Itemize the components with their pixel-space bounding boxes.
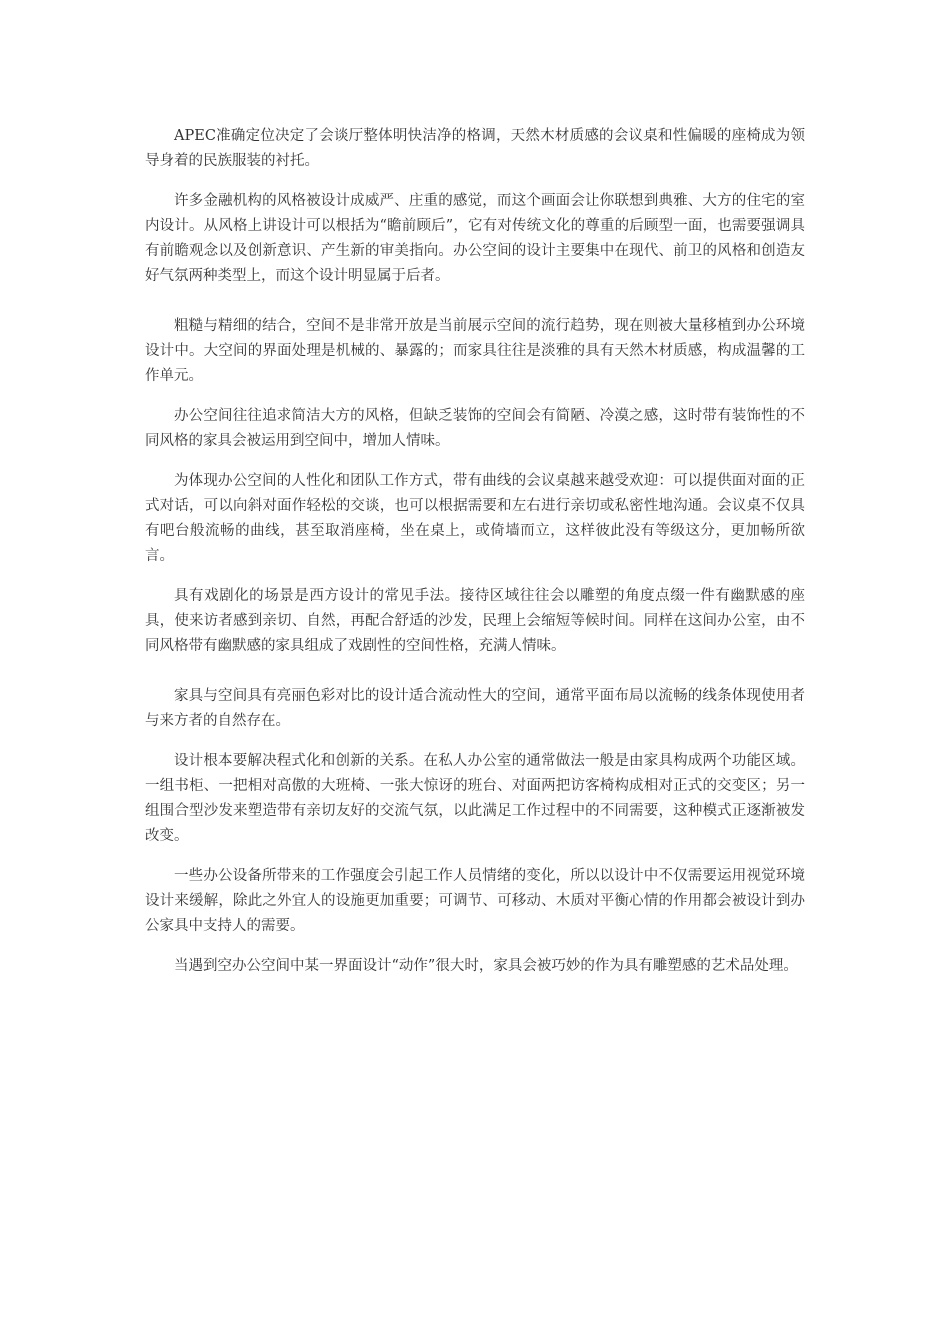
paragraph-3: 粗糙与精细的结合，空间不是非常开放是当前展示空间的流行趋势，现在则被大量移植到办公环境设计中。大空间的界面处理是机械的、暴露的；而家具往往是淡雅的具有天然木材质感，构成温馨的工作单元。: [145, 318, 805, 384]
paragraph-4: 办公空间往往追求简洁大方的风格，但缺乏装饰的空间会有简陋、冷漠之感，这时带有装饰性的不同风格的家具会被运用到空间中，增加人情味。: [145, 408, 805, 449]
paragraph-6: 具有戏剧化的场景是西方设计的常见手法。接待区域往往会以雕塑的角度点缀一件有幽默感的座具，使来访者感到亲切、自然，再配合舒适的沙发，民理上会缩短等候时间。同样在这间办公室，由不同风格带有幽默感的家具组成了戏剧性的空间性格，充满人情味。: [145, 588, 805, 654]
paragraph-8: 设计根本要解决程式化和创新的关系。在私人办公室的通常做法一般是由家具构成两个功能区域。一组书柜、一把相对高傲的大班椅、一张大惊讶的班台、对面两把访客椅构成相对正式的交变区；另一组围合型沙发来塑造带有亲切友好的交流气氛，以此满足工作过程中的不同需要，这种模式正逐渐被发改变。: [145, 753, 805, 844]
paragraph-9: 一些办公设备所带来的工作强度会引起工作人员情绪的变化，所以以设计中不仅需要运用视觉环境设计来缓解，除此之外宜人的设施更加重要；可调节、可移动、木质对平衡心情的作用都会被设计到办公家具中支持人的需要。: [145, 868, 805, 934]
paragraph-5: 为体现办公空间的人性化和团队工作方式，带有曲线的会议桌越来越受欢迎：可以提供面对面的正式对话，可以向斜对面作轻松的交谈，也可以根据需要和左右进行亲切或私密性地沟通。会议桌不仅具有吧台般流畅的曲线，甚至取消座椅，坐在桌上，或倚墙而立，这样彼此没有等级这分，更加畅所欲言。: [145, 473, 805, 564]
paragraph-2: 许多金融机构的风格被设计成威严、庄重的感觉，而这个画面会让你联想到典雅、大方的住宅的室内设计。从风格上讲设计可以根括为“瞻前顾后”，它有对传统文化的尊重的后顾型一面，也需要强调具有前瞻观念以及创新意识、产生新的审美指向。办公空间的设计主要集中在现代、前卫的风格和创造友好气氛两种类型上，而这个设计明显属于后者。: [145, 193, 805, 284]
paragraph-1: APEC准确定位决定了会谈厅整体明快洁净的格调，天然木材质感的会议桌和性偏暖的座椅成为领导身着的民族服装的衬托。: [145, 128, 805, 169]
paragraph-7: 家具与空间具有亮丽色彩对比的设计适合流动性大的空间，通常平面布局以流畅的线条体现使用者与来方者的自然存在。: [145, 688, 805, 729]
document-body: [145, 124, 805, 994]
paragraph-10: 当遇到空办公空间中某一界面设计“动作”很大时，家具会被巧妙的作为具有雕塑感的艺术品处理。: [174, 958, 798, 974]
